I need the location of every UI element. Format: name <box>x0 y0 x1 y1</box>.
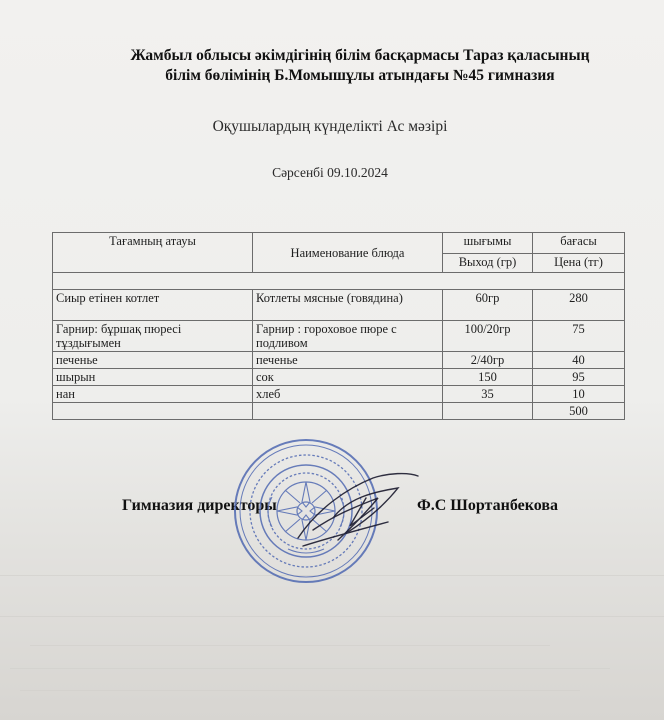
table-row <box>53 290 625 321</box>
background-bleed-line <box>30 645 550 646</box>
table-spacer-row <box>53 273 625 290</box>
background-bleed-line <box>20 690 580 691</box>
dish-name-ru: сок <box>253 369 443 386</box>
dish-yield: 150 <box>443 369 533 386</box>
table-header-row <box>53 233 625 254</box>
dish-price: 280 <box>533 290 625 321</box>
menu-table <box>52 232 625 420</box>
dish-price: 10 <box>533 386 625 403</box>
total-price: 500 <box>533 403 625 420</box>
dish-name-ru: печенье <box>253 352 443 369</box>
menu-date: Сәрсенбі 09.10.2024 <box>272 165 388 180</box>
table-row <box>53 321 625 352</box>
dish-name-kz: Гарнир: бұршақ пюресі тұздығымен <box>53 321 253 352</box>
header-line-2: білім бөлімінің Б.Момышұлы атындағы №45 гимназия <box>165 67 555 84</box>
dish-price: 75 <box>533 321 625 352</box>
dish-name-kz: печенье <box>53 352 253 369</box>
dish-price: 40 <box>533 352 625 369</box>
document-header <box>80 46 640 86</box>
header-line-1: Жамбыл облысы әкімдігінің білім басқармасы Тараз қаласының <box>130 47 590 64</box>
header-dish-ru: Наименование блюда <box>253 233 443 273</box>
dish-name-kz: нан <box>53 386 253 403</box>
table-row <box>53 369 625 386</box>
dish-yield: 35 <box>443 386 533 403</box>
header-dish-kz: Тағамның атауы <box>53 233 253 273</box>
table-row <box>53 352 625 369</box>
signature-name: Ф.С Шортанбекова <box>417 497 558 514</box>
header-yield-kz: шығымы <box>443 233 533 254</box>
background-bleed-line <box>10 668 610 669</box>
header-price-ru: Цена (тг) <box>533 254 625 273</box>
handwritten-signature-icon <box>278 468 438 554</box>
total-empty-cell <box>53 403 253 420</box>
dish-name-ru: Гарнир : гороховое пюре с подливом <box>253 321 443 352</box>
spacer-cell <box>53 273 625 290</box>
total-empty-cell <box>443 403 533 420</box>
dish-yield: 60гр <box>443 290 533 321</box>
table-row <box>53 386 625 403</box>
dish-yield: 2/40гр <box>443 352 533 369</box>
dish-name-ru: хлеб <box>253 386 443 403</box>
menu-title: Оқушылардың күнделікті Ас мәзірі <box>212 118 448 135</box>
table-total-row <box>53 403 625 420</box>
dish-name-kz: Сиыр етінен котлет <box>53 290 253 321</box>
dish-name-ru: Котлеты мясные (говядина) <box>253 290 443 321</box>
total-empty-cell <box>253 403 443 420</box>
header-price-kz: бағасы <box>533 233 625 254</box>
header-yield-ru: Выход (гр) <box>443 254 533 273</box>
dish-yield: 100/20гр <box>443 321 533 352</box>
signature-position: Гимназия директоры <box>122 497 277 514</box>
dish-price: 95 <box>533 369 625 386</box>
dish-name-kz: шырын <box>53 369 253 386</box>
